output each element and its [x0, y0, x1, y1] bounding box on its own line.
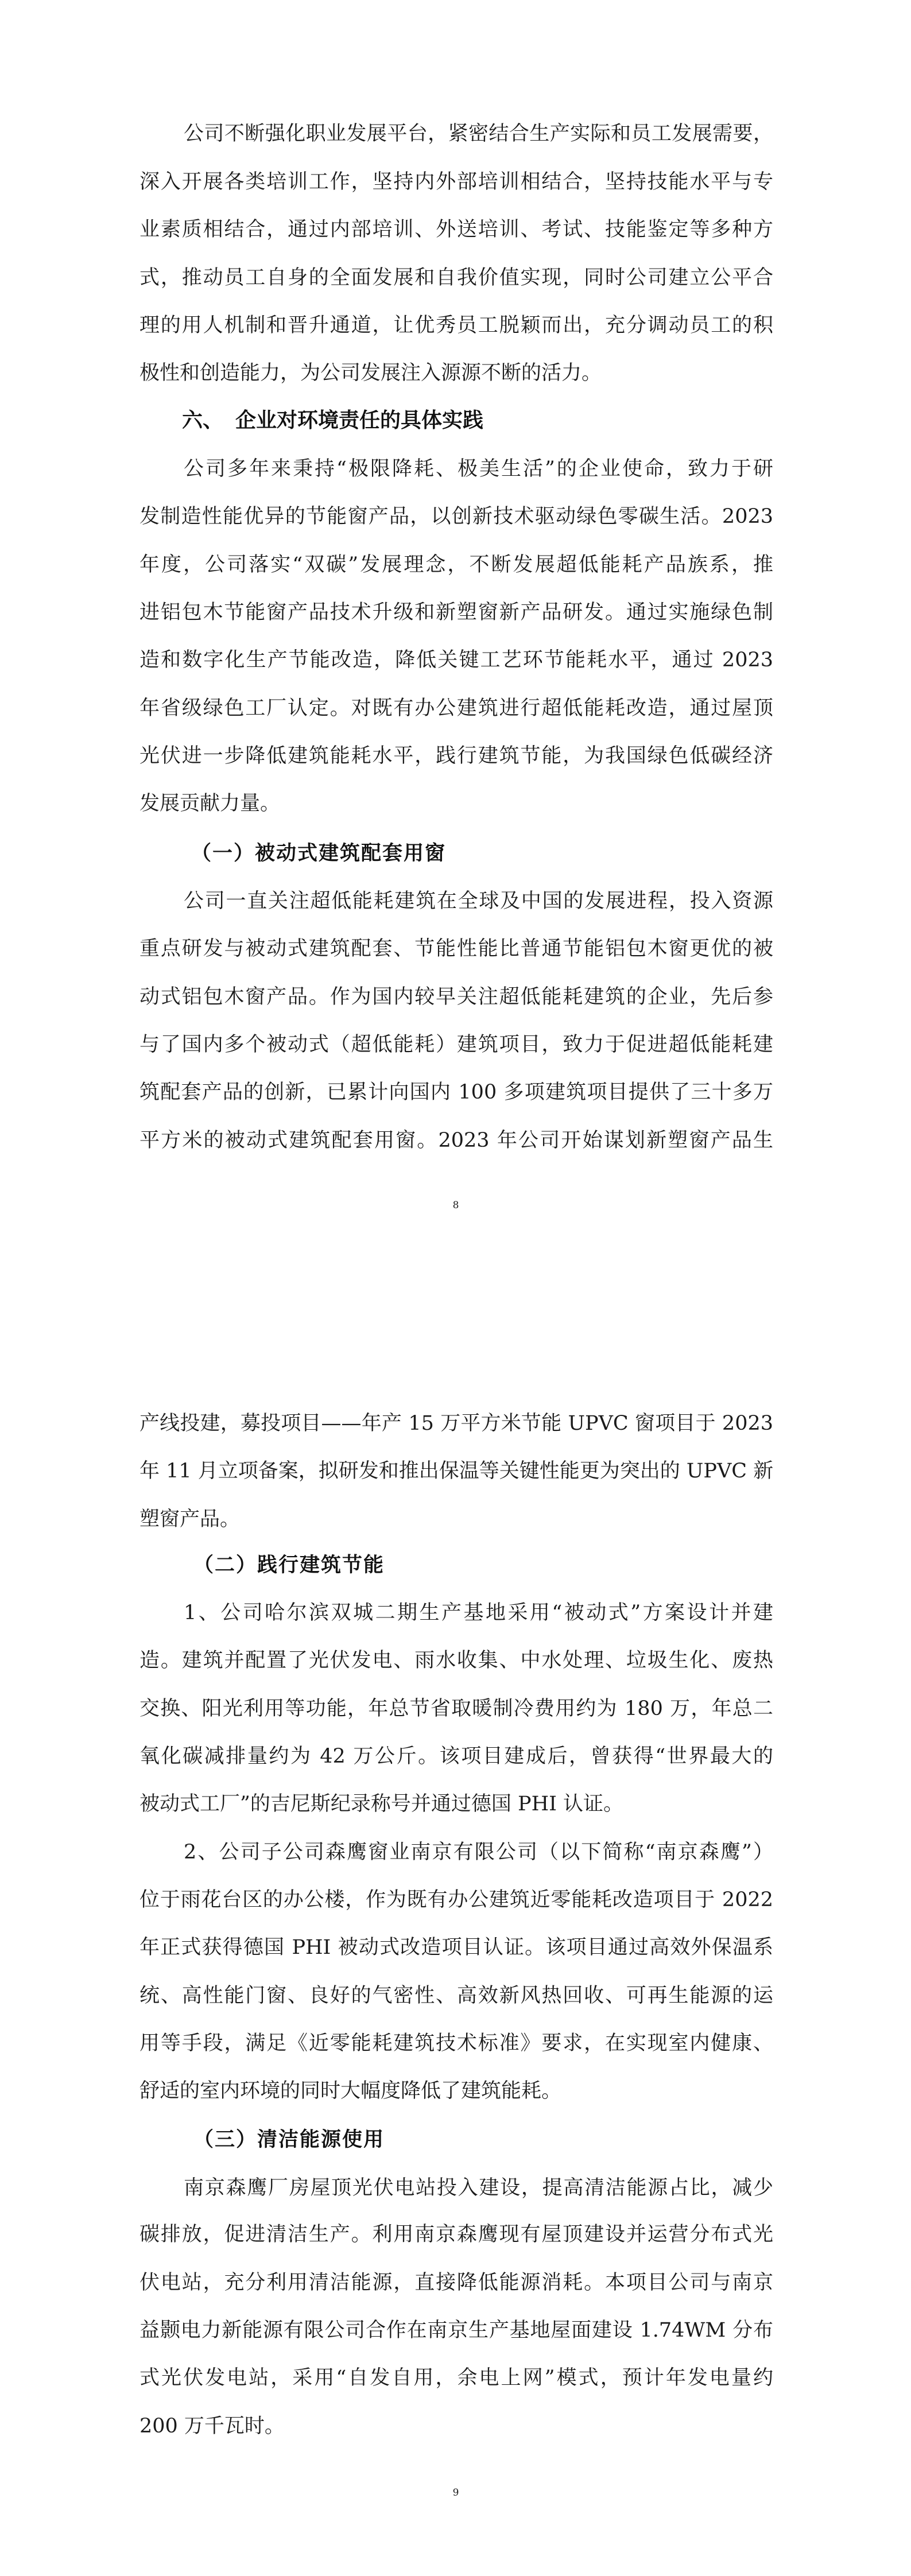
text-line: 公司不断强化职业发展平台，紧密结合生产实际和员工发展需要， — [184, 122, 773, 145]
text-line: 2、公司子公司森鹰窗业南京有限公司（以下简称“南京森鹰”） — [184, 1841, 773, 1864]
text-line: 深入开展各类培训工作，坚持内外部培训相结合，坚持技能水平与专 — [139, 170, 773, 193]
text-line: 舒适的室内环境的同时大幅度降低了建筑能耗。 — [139, 2080, 562, 2102]
text-line: 光伏进一步降低建筑能耗水平，践行建筑节能，为我国绿色低碳经济 — [139, 744, 773, 767]
text-line: 伏电站，充分利用清洁能源，直接降低能源消耗。本项目公司与南京 — [139, 2271, 773, 2294]
subheading-building-energy-saving: （二）践行建筑节能 — [193, 1553, 385, 1577]
text-line: 式光伏发电站，采用“自发自用，余电上网”模式，预计年发电量约 — [139, 2366, 773, 2389]
text-line: 极性和创造能力，为公司发展注入源源不断的活力。 — [139, 362, 602, 385]
text-line: 年正式获得德国 PHI 被动式改造项目认证。该项目通过高效外保温系 — [139, 1936, 773, 1959]
text-line: 位于雨花台区的办公楼，作为既有办公建筑近零能耗改造项目于 2022 — [139, 1888, 773, 1911]
subheading-passive-building-windows: （一）被动式建筑配套用窗 — [191, 841, 447, 865]
subheading-clean-energy: （三）清洁能源使用 — [193, 2128, 385, 2151]
text-line: 业素质相结合，通过内部培训、外送培训、考试、技能鉴定等多种方 — [139, 218, 773, 241]
text-line: 动式铝包木窗产品。作为国内较早关注超低能耗建筑的企业，先后参 — [139, 986, 773, 1008]
page-number: 9 — [452, 2487, 459, 2499]
text-line: 氧化碳减排量约为 42 万公斤。该项目建成后，曾获得“世界最大的 — [139, 1745, 773, 1768]
text-line: 进铝包木节能窗产品技术升级和新塑窗新产品研发。通过实施绿色制 — [139, 601, 773, 624]
text-line: 筑配套产品的创新，已累计向国内 100 多项建筑项目提供了三十多万 — [139, 1081, 773, 1104]
text-line: 造。建筑并配置了光伏发电、雨水收集、中水处理、垃圾生化、废热 — [139, 1649, 773, 1672]
text-line: 被动式工厂”的吉尼斯纪录称号并通过德国 PHI 认证。 — [139, 1793, 624, 1815]
text-line: 1、公司哈尔滨双城二期生产基地采用“被动式”方案设计并建 — [184, 1601, 773, 1624]
text-line: 平方米的被动式建筑配套用窗。2023 年公司开始谋划新塑窗产品生 — [139, 1129, 773, 1152]
text-line: 发展贡献力量。 — [139, 792, 281, 815]
text-line: 产线投建，募投项目——年产 15 万平方米节能 UPVC 窗项目于 2023 — [139, 1412, 773, 1435]
text-line: 公司多年来秉持“极限降耗、极美生活”的企业使命，致力于研 — [184, 457, 773, 480]
text-line: 碳排放，促进清洁生产。利用南京森鹰现有屋顶建设并运营分布式光 — [139, 2223, 773, 2246]
text-line: 用等手段，满足《近零能耗建筑技术标准》要求，在实现室内健康、 — [139, 2032, 773, 2055]
text-line: 南京森鹰厂房屋顶光伏电站投入建设，提高清洁能源占比，减少 — [184, 2177, 773, 2199]
text-line: 理的用人机制和晋升通道，让优秀员工脱颖而出，充分调动员工的积 — [139, 314, 773, 337]
text-line: 年 11 月立项备案，拟研发和推出保温等关键性能更为突出的 UPVC 新 — [139, 1460, 774, 1483]
text-line: 200 万千瓦时。 — [139, 2415, 285, 2438]
text-line: 益颢电力新能源有限公司合作在南京生产基地屋面建设 1.74WM 分布 — [139, 2319, 773, 2342]
section-title: 企业对环境责任的具体实践 — [235, 409, 484, 432]
text-line: 式，推动员工自身的全面发展和自我价值实现，同时公司建立公平合 — [139, 266, 773, 289]
text-line: 与了国内多个被动式（超低能耗）建筑项目，致力于促进超低能耗建 — [139, 1033, 773, 1056]
text-line: 公司一直关注超低能耗建筑在全球及中国的发展进程，投入资源 — [184, 890, 773, 913]
text-line: 交换、阳光利用等功能，年总节省取暖制冷费用约为 180 万，年总二 — [139, 1697, 773, 1720]
text-line: 统、高性能门窗、良好的气密性、高效新风热回收、可再生能源的运 — [139, 1984, 773, 2007]
section-number: 六、 — [182, 409, 224, 432]
page-number: 8 — [452, 1200, 459, 1211]
text-line: 发制造性能优异的节能窗产品，以创新技术驱动绿色零碳生活。2023 — [139, 505, 773, 528]
text-line: 重点研发与被动式建筑配套、节能性能比普通节能铝包木窗更优的被 — [139, 937, 773, 960]
text-line: 年省级绿色工厂认定。对既有办公建筑进行超低能耗改造，通过屋顶 — [139, 697, 773, 720]
text-line: 年度，公司落实“双碳”发展理念，不断发展超低能耗产品族系，推 — [139, 553, 773, 576]
text-line: 造和数字化生产节能改造，降低关键工艺环节能耗水平，通过 2023 — [139, 649, 773, 672]
text-line: 塑窗产品。 — [139, 1508, 241, 1531]
